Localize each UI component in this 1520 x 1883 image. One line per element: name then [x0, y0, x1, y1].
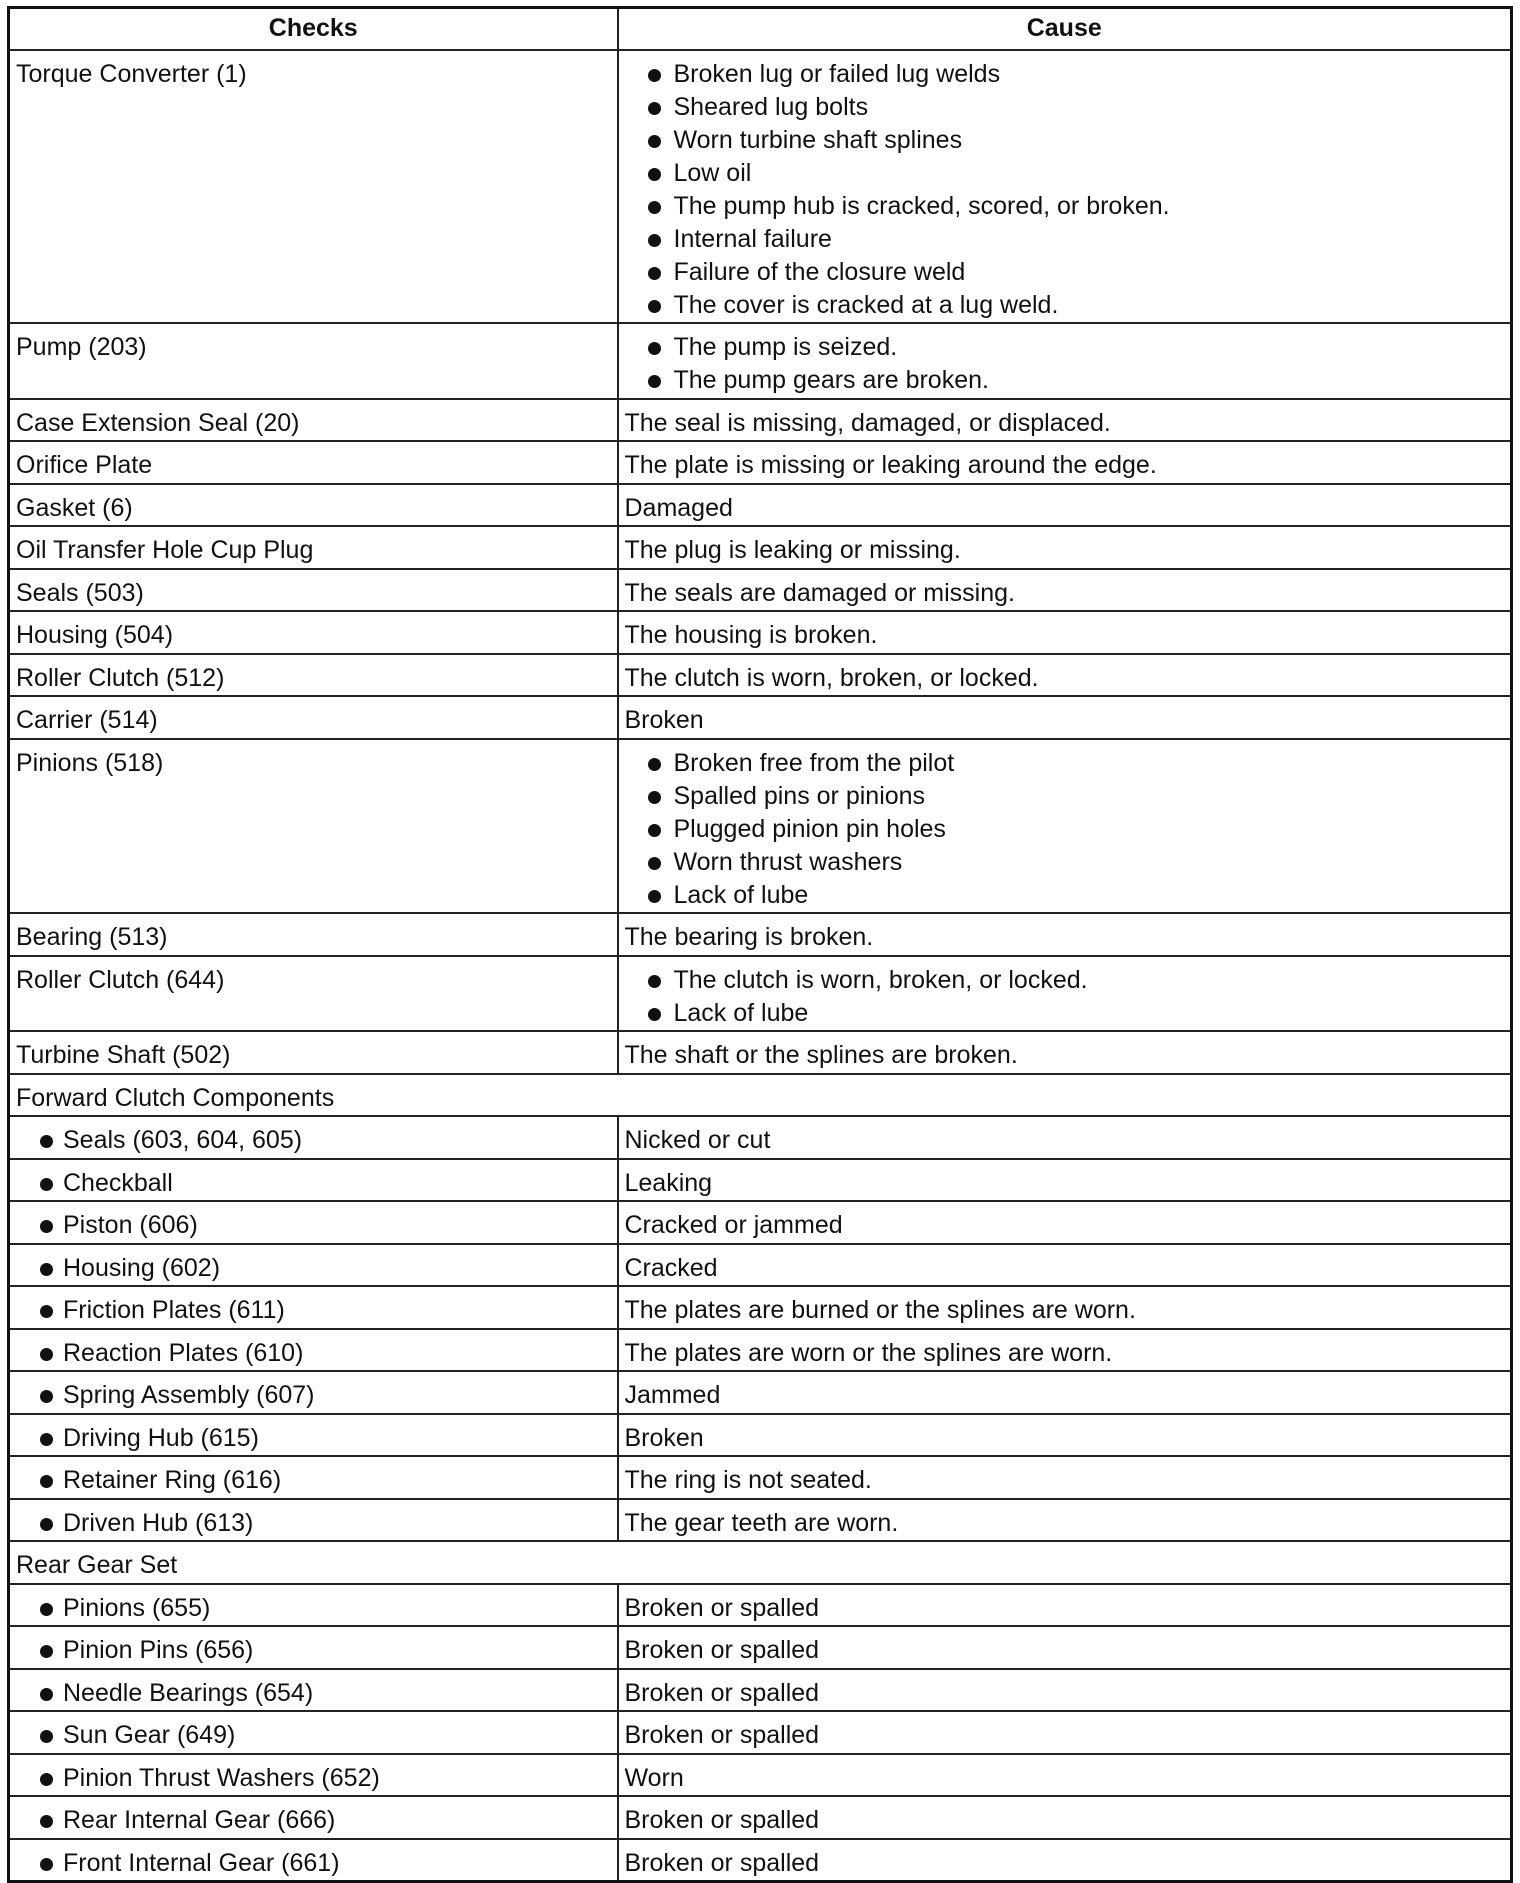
- cause-text: Cracked: [624, 1253, 718, 1282]
- table-row: [9, 1584, 1512, 1627]
- cause-cell: [618, 1456, 1512, 1499]
- table-row: [9, 1414, 1512, 1457]
- check-cell: [9, 1244, 618, 1287]
- cause-cell: [618, 1711, 1512, 1754]
- sub-check-item: Piston (606): [16, 1202, 611, 1242]
- cause-text: The housing is broken.: [624, 621, 878, 649]
- section-label: [9, 1074, 1512, 1117]
- table-row: [9, 526, 1512, 569]
- sub-check-item: Rear Internal Gear (666): [16, 1797, 611, 1837]
- cause-list-item: The pump is seized.: [639, 331, 1505, 364]
- sub-check-item: Sun Gear (649): [16, 1712, 611, 1752]
- cause-text: Leaking: [624, 1168, 713, 1197]
- cause-text: Broken: [624, 706, 704, 734]
- cause-text: The seals are damaged or missing.: [624, 578, 1015, 607]
- check-cell: [9, 50, 618, 324]
- check-cell: [9, 913, 618, 956]
- section-row: [9, 1074, 1512, 1117]
- check-label: Oil Transfer Hole Cup Plug: [16, 536, 314, 564]
- cause-header: Cause: [618, 8, 1512, 50]
- cause-list-item: Plugged pinion pin holes: [639, 813, 1505, 846]
- table-row: [9, 696, 1512, 739]
- table-row: [9, 956, 1512, 1032]
- check-label: Bearing (513): [16, 923, 168, 951]
- cause-cell: [618, 1371, 1512, 1414]
- cause-cell: [618, 1796, 1512, 1839]
- cause-text: Broken or spalled: [624, 1848, 820, 1877]
- cause-text: Nicked or cut: [624, 1126, 771, 1154]
- check-label: Roller Clutch (644): [16, 965, 225, 994]
- sub-check-item: Pinions (655): [16, 1585, 611, 1625]
- cause-text: Cracked or jammed: [624, 1211, 843, 1239]
- cause-cell: [618, 1626, 1512, 1669]
- cause-cell: [618, 1329, 1512, 1372]
- cause-cell: [618, 654, 1512, 697]
- check-label: Turbine Shaft (502): [16, 1041, 231, 1069]
- cause-text: The ring is not seated.: [624, 1466, 872, 1494]
- cause-cell: [618, 1201, 1512, 1244]
- cause-text: Damaged: [624, 493, 733, 522]
- cause-list-item: Spalled pins or pinions: [639, 780, 1505, 813]
- cause-text: Broken or spalled: [624, 1593, 820, 1622]
- check-cell: [9, 441, 618, 484]
- sub-check-item: Front Internal Gear (661): [16, 1840, 611, 1880]
- cause-text: Worn: [624, 1763, 684, 1792]
- table-row: [9, 1371, 1512, 1414]
- table-row: [9, 654, 1512, 697]
- sub-check-item: Driving Hub (615): [16, 1415, 611, 1455]
- cause-cell: [618, 1584, 1512, 1627]
- table-row: [9, 1201, 1512, 1244]
- check-cell: [9, 956, 618, 1032]
- check-cell: [9, 611, 618, 654]
- cause-list-item: Sheared lug bolts: [639, 91, 1505, 124]
- cause-list-item: The pump gears are broken.: [639, 364, 1505, 397]
- cause-list-item: Worn turbine shaft splines: [639, 124, 1505, 157]
- check-cell: [9, 1201, 618, 1244]
- check-cell: [9, 654, 618, 697]
- cause-cell: [618, 569, 1512, 612]
- check-cell: [9, 696, 618, 739]
- sub-check-item: Pinion Thrust Washers (652): [16, 1755, 611, 1795]
- table-row: [9, 1456, 1512, 1499]
- cause-text: Broken or spalled: [624, 1721, 820, 1749]
- table-row: [9, 1754, 1512, 1797]
- cause-text: Broken or spalled: [624, 1636, 820, 1664]
- check-label: Pinions (518): [16, 748, 164, 777]
- sub-check-item: Seals (603, 604, 605): [16, 1117, 611, 1157]
- cause-cell: [618, 739, 1512, 914]
- cause-text: The plate is missing or leaking around the edge.: [624, 451, 1157, 479]
- cause-list-item: Worn thrust washers: [639, 846, 1505, 879]
- section-title: Forward Clutch Components: [16, 1083, 335, 1112]
- cause-text: The seal is missing, damaged, or displaced.: [624, 408, 1111, 437]
- cause-cell: [618, 1159, 1512, 1202]
- cause-list-item: Low oil: [639, 157, 1505, 190]
- sub-check-item: Reaction Plates (610): [16, 1330, 611, 1370]
- check-cell: [9, 1159, 618, 1202]
- table-row: [9, 1329, 1512, 1372]
- cause-list: [625, 324, 1505, 397]
- cause-list: [625, 740, 1505, 912]
- check-cell: [9, 1584, 618, 1627]
- cause-cell: [618, 1839, 1512, 1882]
- table-row: [9, 50, 1512, 324]
- cause-cell: [618, 611, 1512, 654]
- header-row: [9, 8, 1512, 50]
- check-label: Torque Converter (1): [16, 59, 247, 88]
- check-label: Carrier (514): [16, 706, 158, 734]
- check-cell: [9, 1414, 618, 1457]
- cause-list-item: Lack of lube: [639, 997, 1505, 1030]
- check-cell: [9, 739, 618, 914]
- section-label: [9, 1541, 1512, 1584]
- cause-cell: [618, 526, 1512, 569]
- check-label: Seals (503): [16, 578, 144, 607]
- table-row: [9, 1244, 1512, 1287]
- cause-cell: [618, 913, 1512, 956]
- table-row: [9, 484, 1512, 527]
- cause-cell: [618, 441, 1512, 484]
- cause-cell: [618, 50, 1512, 324]
- check-cell: [9, 526, 618, 569]
- cause-cell: [618, 1754, 1512, 1797]
- section-title: Rear Gear Set: [16, 1551, 178, 1579]
- cause-cell: [618, 1244, 1512, 1287]
- sub-check-item: Checkball: [16, 1160, 611, 1200]
- check-cell: [9, 569, 618, 612]
- cause-list-item: Lack of lube: [639, 879, 1505, 912]
- check-cell: [9, 1839, 618, 1882]
- sub-check-item: Pinion Pins (656): [16, 1627, 611, 1667]
- cause-cell: [618, 1116, 1512, 1159]
- table-row: [9, 1796, 1512, 1839]
- cause-text: Jammed: [624, 1381, 721, 1409]
- cause-text: The gear teeth are worn.: [624, 1508, 899, 1537]
- check-cell: [9, 1796, 618, 1839]
- cause-text: The shaft or the splines are broken.: [624, 1041, 1018, 1069]
- cause-cell: [618, 1414, 1512, 1457]
- cause-text: The clutch is worn, broken, or locked.: [624, 663, 1039, 692]
- sub-check-item: Friction Plates (611): [16, 1287, 611, 1327]
- table-row: [9, 1031, 1512, 1074]
- check-label: Gasket (6): [16, 493, 133, 522]
- check-cell: [9, 1371, 618, 1414]
- cause-cell: [618, 399, 1512, 442]
- checks-cause-table: [7, 6, 1513, 1883]
- cause-text: Broken: [624, 1423, 704, 1452]
- sub-check-item: Driven Hub (613): [16, 1500, 611, 1540]
- check-cell: [9, 399, 618, 442]
- table-row: [9, 1499, 1512, 1542]
- cause-text: The bearing is broken.: [624, 923, 874, 951]
- section-row: [9, 1541, 1512, 1584]
- cause-cell: [618, 323, 1512, 399]
- cause-text: The plug is leaking or missing.: [624, 536, 961, 564]
- check-cell: [9, 1286, 618, 1329]
- sub-check-item: Spring Assembly (607): [16, 1372, 611, 1412]
- check-cell: [9, 1754, 618, 1797]
- cause-cell: [618, 696, 1512, 739]
- cause-cell: [618, 1669, 1512, 1712]
- cause-cell: [618, 484, 1512, 527]
- table-row: [9, 1116, 1512, 1159]
- cause-text: Broken or spalled: [624, 1678, 820, 1707]
- cause-list-item: The cover is cracked at a lug weld.: [639, 289, 1505, 322]
- check-cell: [9, 1499, 618, 1542]
- table-row: [9, 1286, 1512, 1329]
- sub-check-item: Housing (602): [16, 1245, 611, 1285]
- cause-cell: [618, 1499, 1512, 1542]
- cause-list-item: Failure of the closure weld: [639, 256, 1505, 289]
- cause-list: [625, 957, 1505, 1030]
- table-row: [9, 1669, 1512, 1712]
- cause-cell: [618, 1286, 1512, 1329]
- sub-check-item: Retainer Ring (616): [16, 1457, 611, 1497]
- table-row: [9, 1626, 1512, 1669]
- cause-list-item: Broken lug or failed lug welds: [639, 58, 1505, 91]
- table-row: [9, 399, 1512, 442]
- cause-list-item: The clutch is worn, broken, or locked.: [639, 964, 1505, 997]
- sub-check-item: Needle Bearings (654): [16, 1670, 611, 1710]
- check-cell: [9, 1329, 618, 1372]
- check-label: Housing (504): [16, 621, 174, 649]
- check-label: Orifice Plate: [16, 451, 153, 479]
- table-row: [9, 1159, 1512, 1202]
- table-row: [9, 739, 1512, 914]
- check-cell: [9, 1626, 618, 1669]
- check-label: Case Extension Seal (20): [16, 408, 300, 437]
- check-label: Pump (203): [16, 333, 147, 361]
- table-row: [9, 913, 1512, 956]
- cause-list-item: The pump hub is cracked, scored, or broken.: [639, 190, 1505, 223]
- cause-cell: [618, 956, 1512, 1032]
- table-row: [9, 1711, 1512, 1754]
- check-cell: [9, 1031, 618, 1074]
- check-cell: [9, 484, 618, 527]
- cause-cell: [618, 1031, 1512, 1074]
- table-row: [9, 441, 1512, 484]
- cause-list-item: Broken free from the pilot: [639, 747, 1505, 780]
- check-cell: [9, 1456, 618, 1499]
- cause-list: [625, 51, 1505, 322]
- checks-header: Checks: [9, 8, 618, 50]
- table-row: [9, 1839, 1512, 1882]
- table-row: [9, 611, 1512, 654]
- cause-text: The plates are worn or the splines are worn.: [624, 1338, 1113, 1367]
- cause-text: The plates are burned or the splines are worn.: [624, 1296, 1136, 1324]
- check-cell: [9, 1711, 618, 1754]
- check-cell: [9, 323, 618, 399]
- check-cell: [9, 1116, 618, 1159]
- table-row: [9, 323, 1512, 399]
- check-cell: [9, 1669, 618, 1712]
- check-label: Roller Clutch (512): [16, 663, 225, 692]
- cause-text: Broken or spalled: [624, 1806, 820, 1834]
- table-row: [9, 569, 1512, 612]
- cause-list-item: Internal failure: [639, 223, 1505, 256]
